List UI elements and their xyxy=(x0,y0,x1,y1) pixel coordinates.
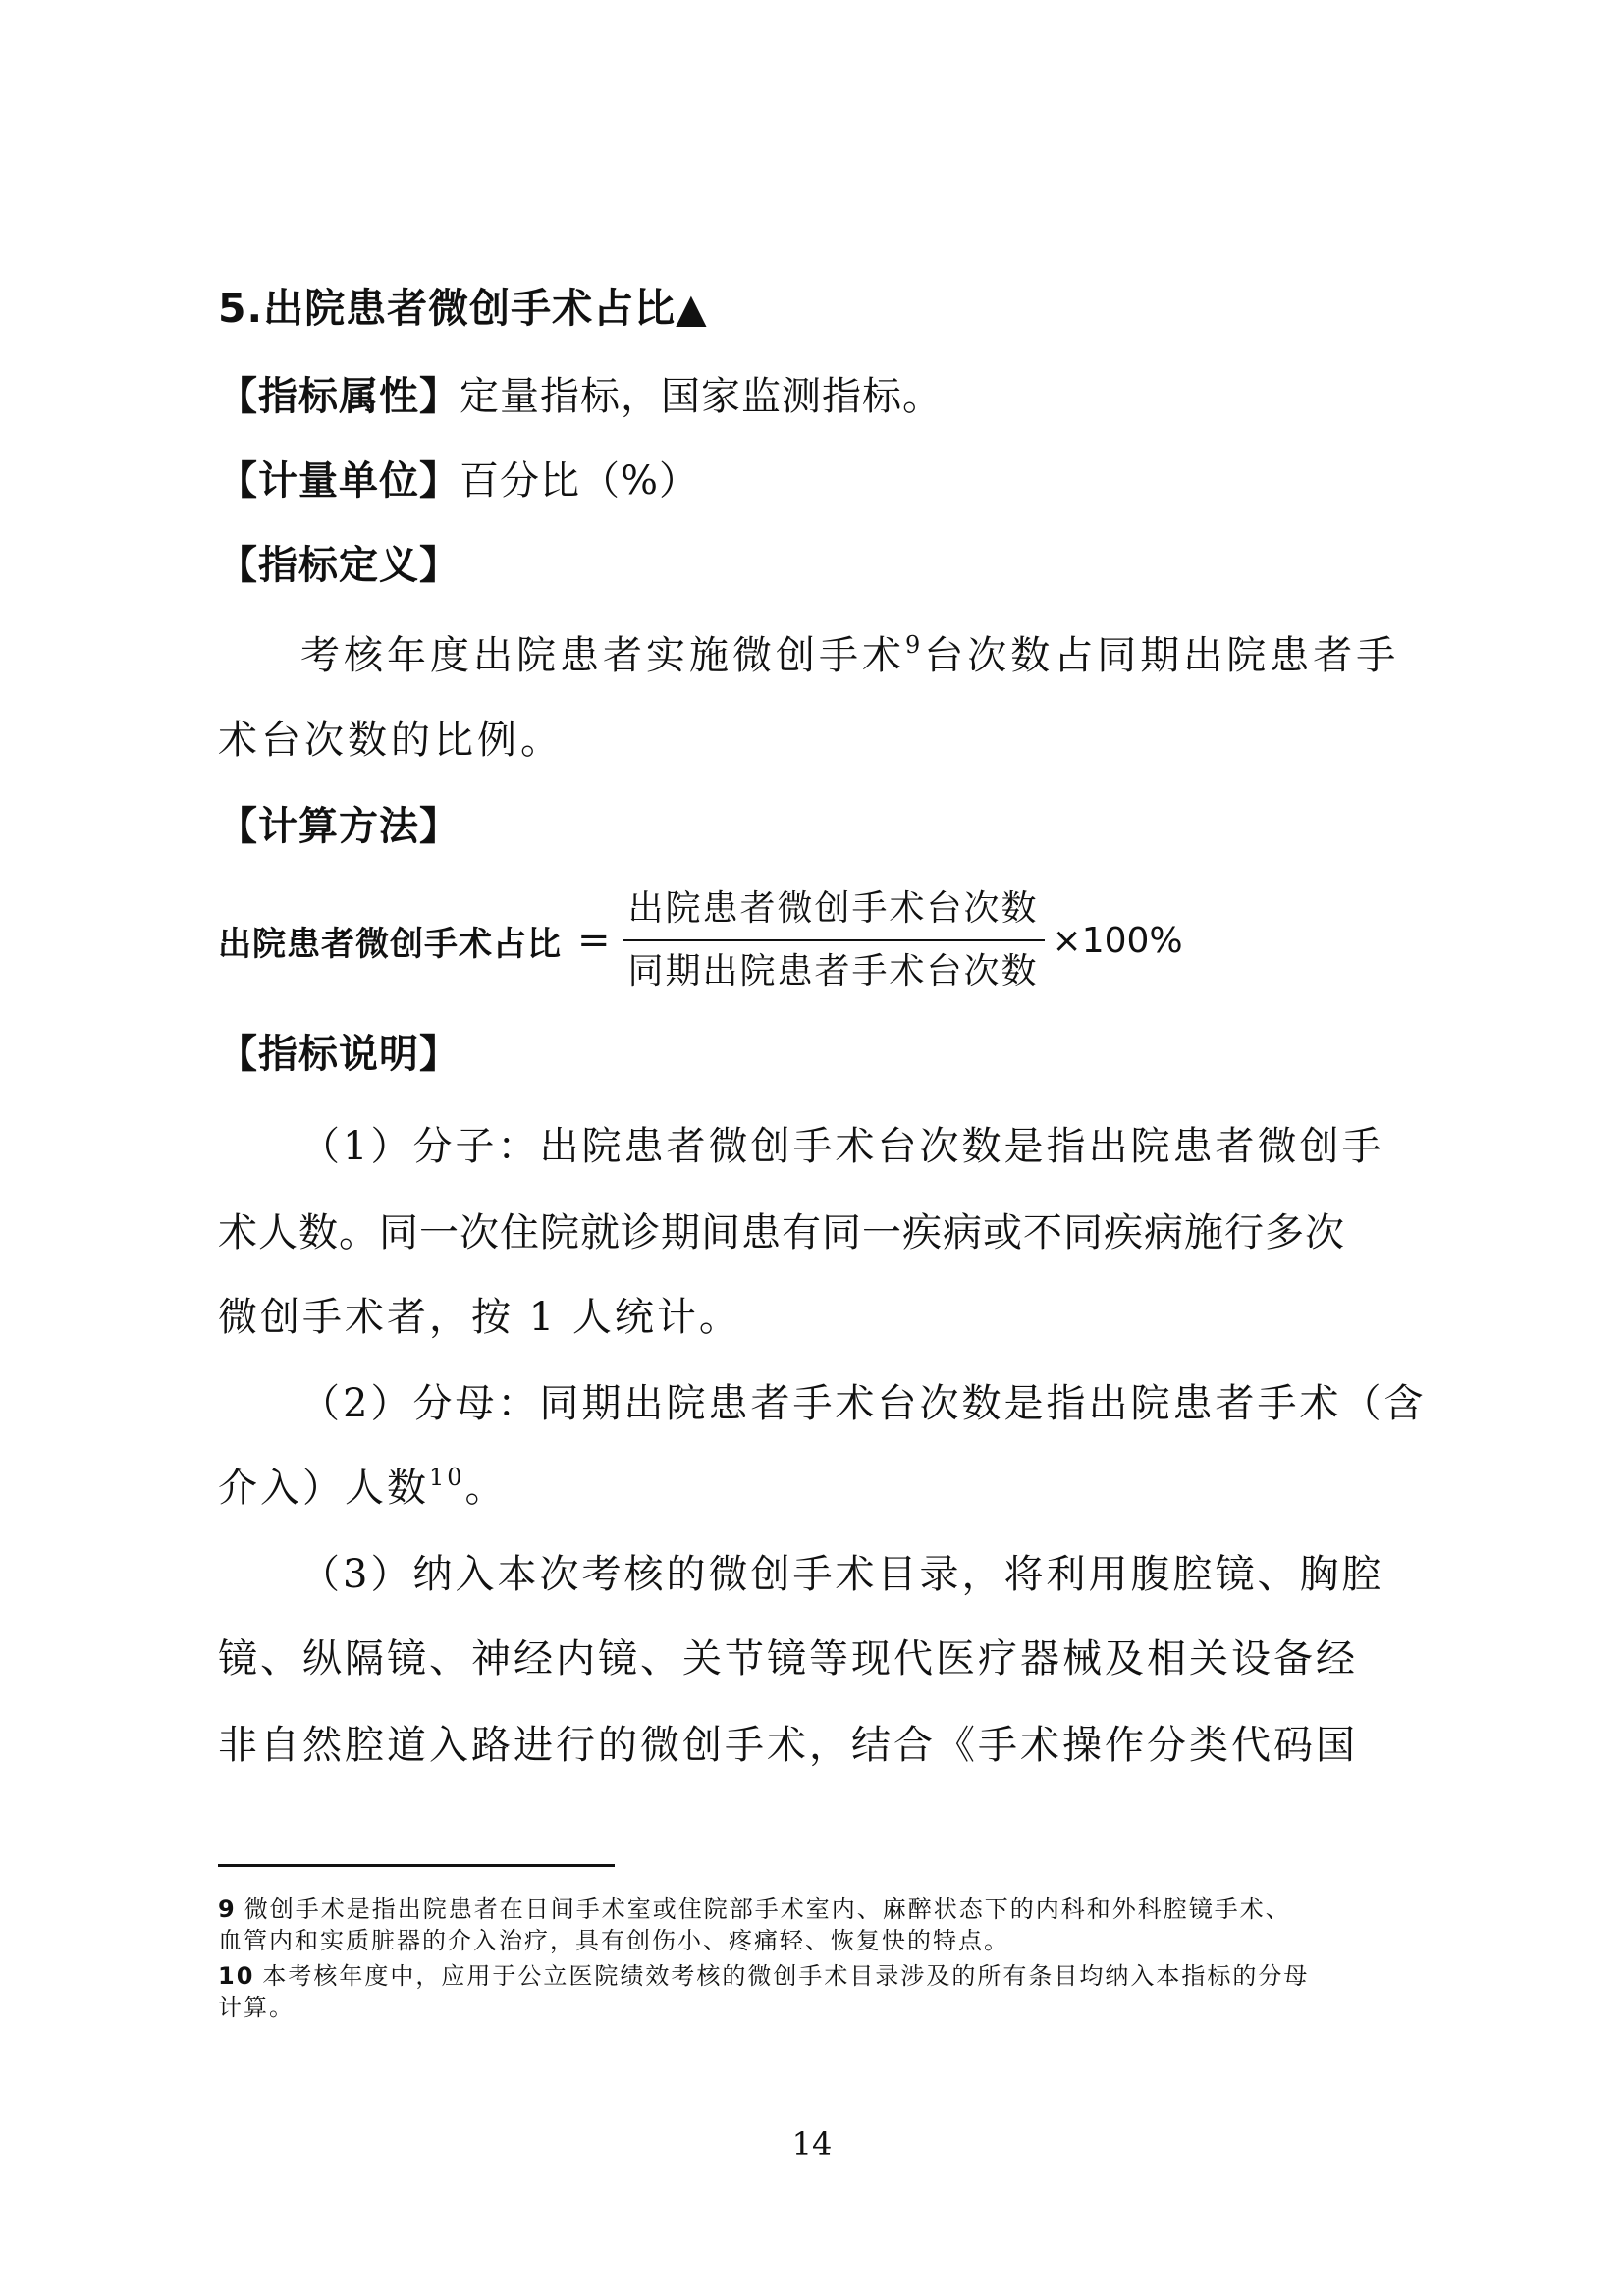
footnote-10-number: 10 xyxy=(218,1962,255,1990)
definition-text-a: 考核年度出院患者实施微创手术 xyxy=(300,633,905,678)
attribute-label: 【指标属性】 xyxy=(218,374,460,419)
fraction-bar xyxy=(623,939,1045,941)
formula-equals: = xyxy=(577,918,611,963)
footnote-10-line-1 xyxy=(218,1961,1309,1991)
formula xyxy=(218,876,1183,1005)
page-number: 14 xyxy=(791,2125,833,2163)
definition-text-b: 台次数占同期出院患者手 xyxy=(924,633,1400,678)
footnote-ref-10: 10 xyxy=(429,1464,465,1491)
formula-rhs: ×100% xyxy=(1052,920,1183,961)
explanation-heading: 【指标说明】 xyxy=(218,1032,460,1077)
footnote-9-line-2: 血管内和实质脏器的介入治疗，具有创伤小、疼痛轻、恢复快的特点。 xyxy=(218,1927,1009,1954)
footnote-ref-9: 9 xyxy=(905,631,925,659)
footnote-9-line-1 xyxy=(218,1895,1291,1924)
unit-value: 百分比（%） xyxy=(460,458,700,504)
explanation-p1-line-3: 微创手术者，按 1 人统计。 xyxy=(218,1295,741,1340)
formula-numerator: 出院患者微创手术台次数 xyxy=(627,888,1039,929)
definition-line-2: 术台次数的比例。 xyxy=(218,718,564,763)
explanation-p3-line-3: 非自然腔道入路进行的微创手术，结合《手术操作分类代码国 xyxy=(218,1723,1358,1768)
attribute-line xyxy=(218,373,943,420)
explanation-p2-line-2 xyxy=(218,1465,508,1512)
explanation-p3-line-1: （3）纳入本次考核的微创手术目录，将利用腹腔镜、胸腔 xyxy=(300,1552,1384,1597)
footnote-9-number: 9 xyxy=(218,1896,237,1923)
p2-text: 介入）人数 xyxy=(218,1466,429,1511)
explanation-p1-line-2: 术人数。同一次住院就诊期间患有同一疾病或不同疾病施行多次 xyxy=(218,1210,1345,1255)
definition-heading: 【指标定义】 xyxy=(218,543,460,588)
explanation-p2-line-1: （2）分母：同期出院患者手术台次数是指出院患者手术（含 xyxy=(300,1381,1427,1426)
explanation-p1-line-1: （1）分子：出院患者微创手术台次数是指出院患者微创手 xyxy=(300,1124,1384,1169)
unit-label: 【计量单位】 xyxy=(218,458,460,504)
footnote-9-text-1: 微创手术是指出院患者在日间手术室或住院部手术室内、麻醉状态下的内科和外科腔镜手术、 xyxy=(244,1896,1291,1923)
formula-fraction xyxy=(623,884,1045,996)
method-heading: 【计算方法】 xyxy=(218,804,460,849)
p2-period: 。 xyxy=(464,1466,508,1511)
attribute-value: 定量指标，国家监测指标。 xyxy=(460,374,943,419)
formula-lhs: 出院患者微创手术占比 xyxy=(218,924,562,964)
footnote-rule xyxy=(218,1864,615,1867)
definition-line-1 xyxy=(300,632,1422,679)
section-title: 5.出院患者微创手术占比▲ xyxy=(218,285,708,332)
footnote-10-text-1: 本考核年度中，应用于公立医院绩效考核的微创手术目录涉及的所有条目均纳入本指标的分母 xyxy=(262,1962,1310,1990)
explanation-p3-line-2: 镜、纵隔镜、神经内镜、关节镜等现代医疗器械及相关设备经 xyxy=(218,1636,1358,1682)
footnote-10-line-2: 计算。 xyxy=(218,1994,295,2021)
unit-line xyxy=(218,457,699,505)
formula-denominator: 同期出院患者手术台次数 xyxy=(627,951,1039,991)
